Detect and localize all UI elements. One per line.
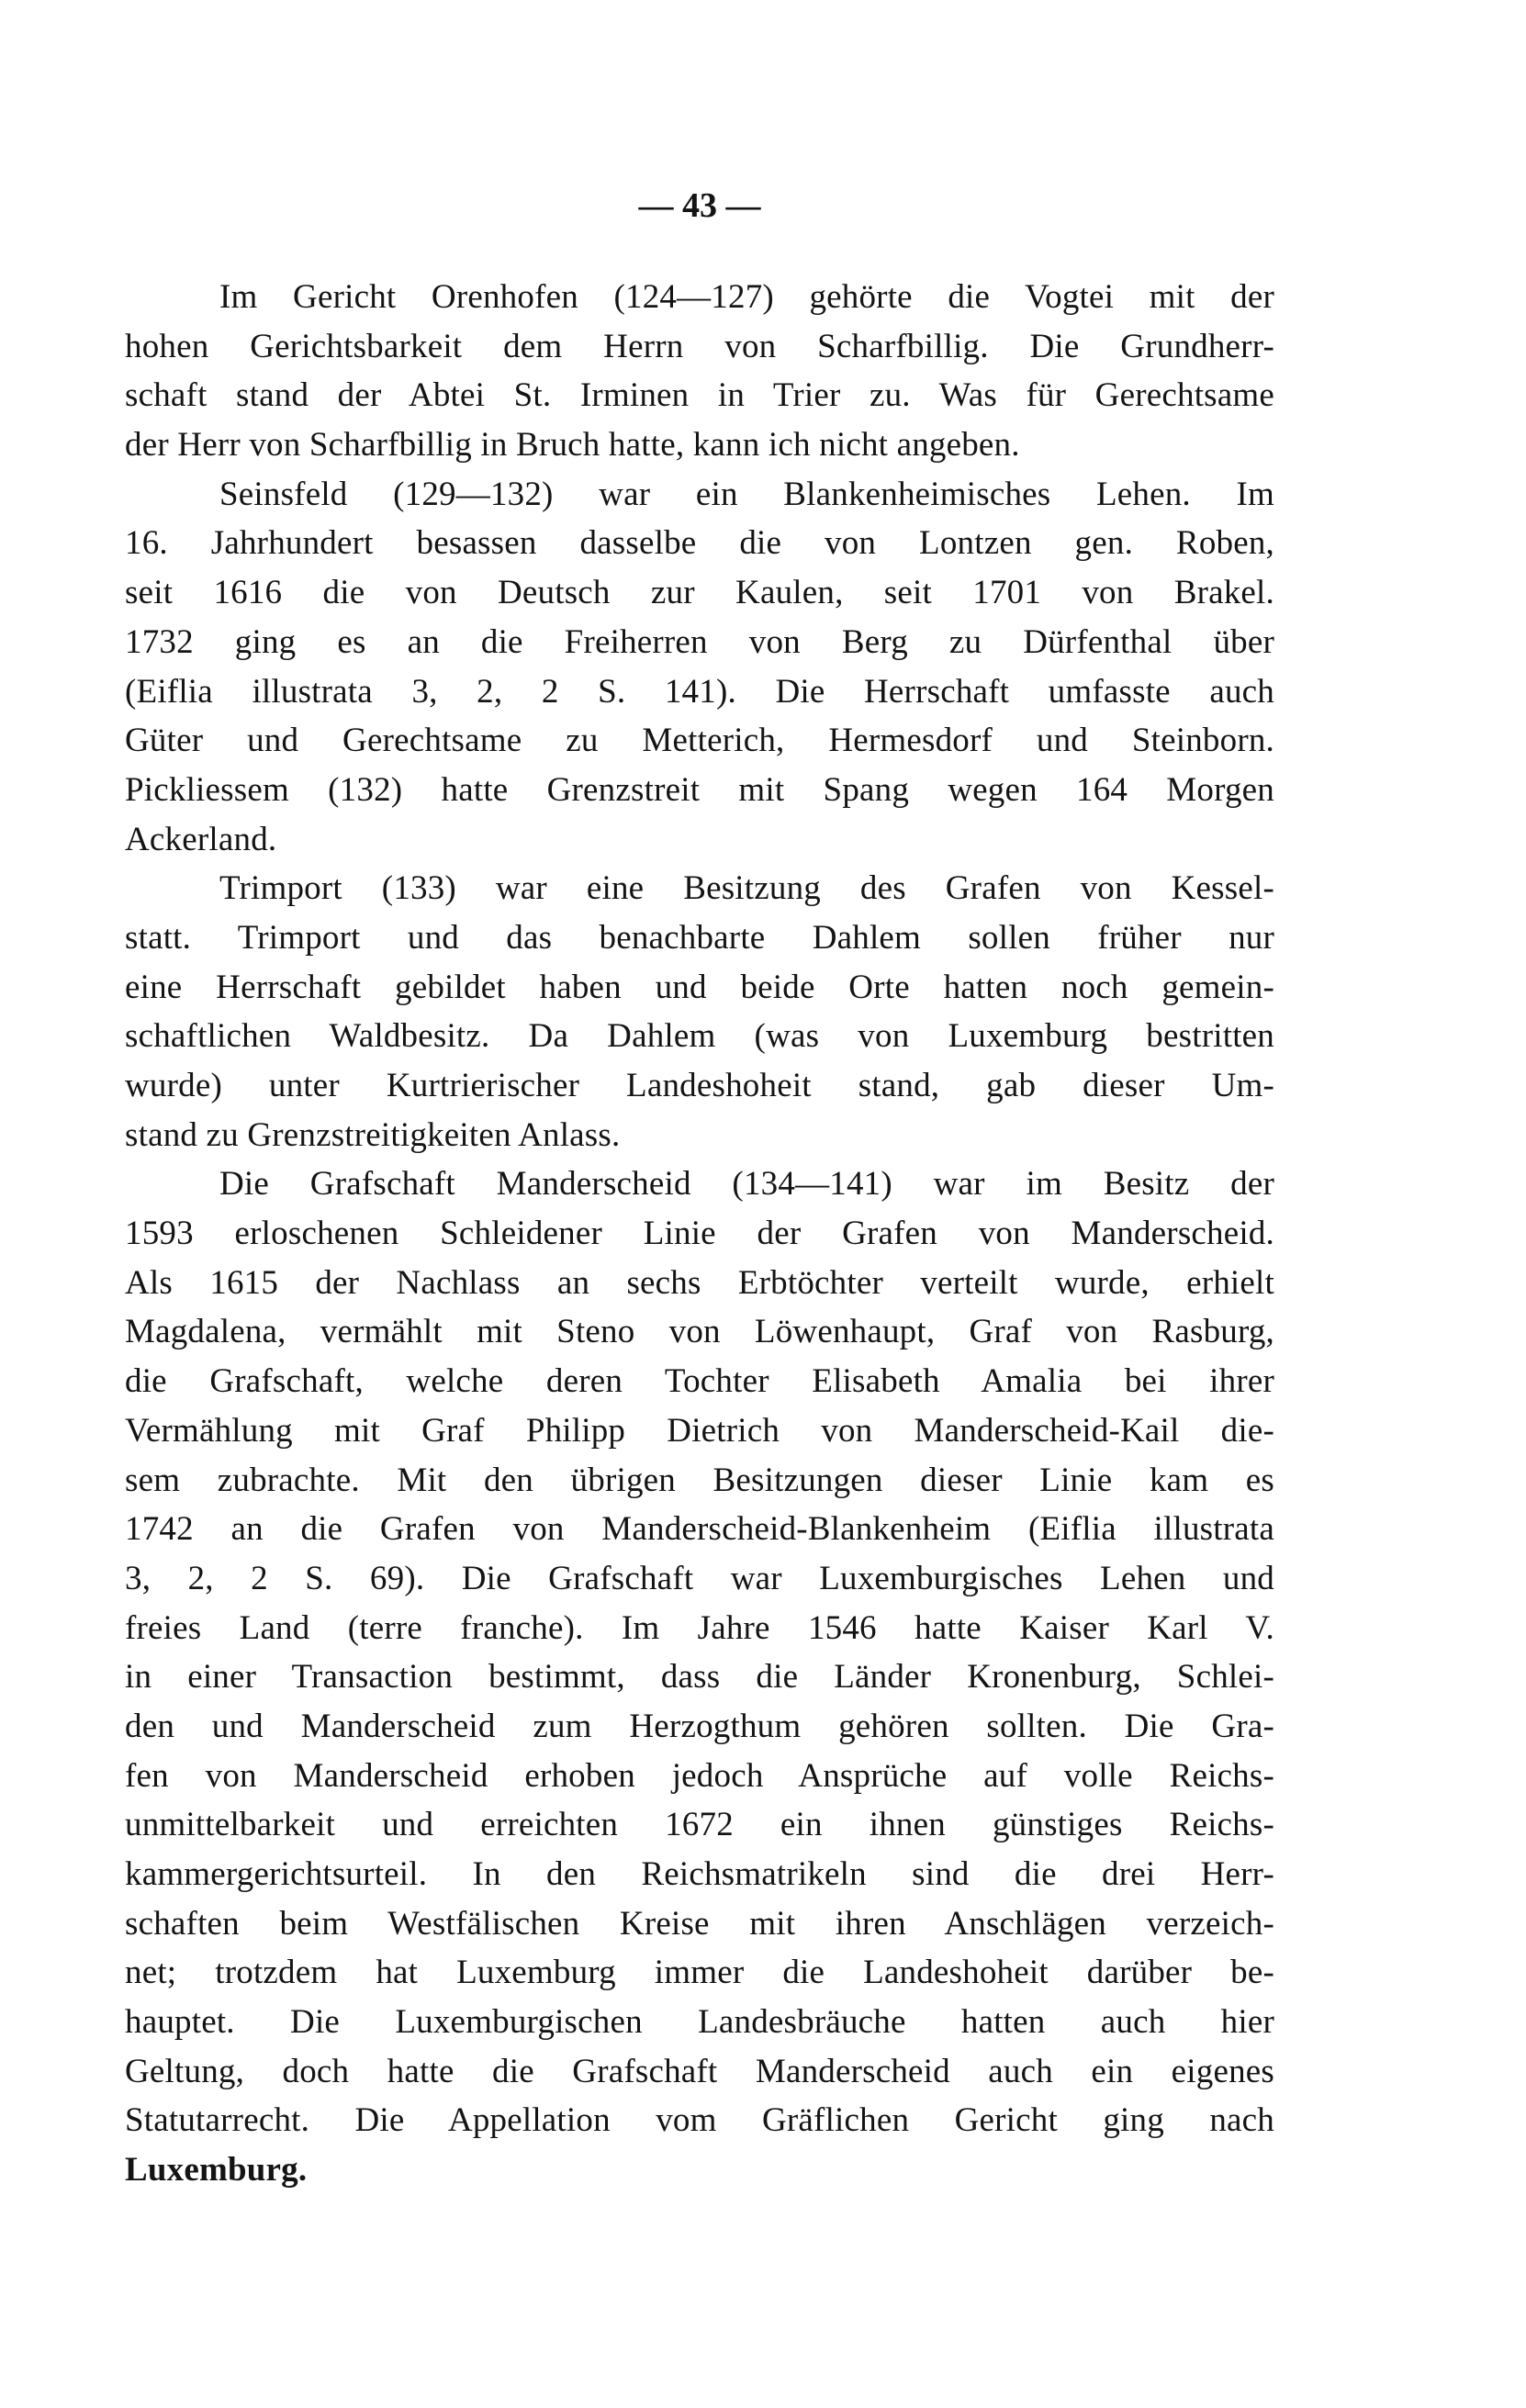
text-line: freies Land (terre franche). Im Jahre 1546 hatte Kaiser Karl V. bbox=[125, 1608, 1274, 1647]
text-line: die Grafschaft, welche deren Tochter Elisabeth Amalia bei ihrer bbox=[125, 1362, 1274, 1401]
text-line: Die Grafschaft Manderscheid (134—141) war im Besitz der bbox=[219, 1165, 1274, 1204]
body-text bbox=[125, 273, 1274, 2195]
text-line: Im Gericht Orenhofen (124—127) gehörte die Vogtei mit der bbox=[219, 278, 1274, 316]
text-line: hauptet. Die Luxemburgischen Landesbräuche hatten auch hier bbox=[125, 2003, 1274, 2042]
text-line: eine Herrschaft gebildet haben und beide Orte hatten noch gemein- bbox=[125, 968, 1274, 1006]
paragraph bbox=[125, 864, 1274, 1159]
text-line: den und Manderscheid zum Herzogthum gehören sollten. Die Gra- bbox=[125, 1707, 1274, 1745]
text-line: Magdalena, vermählt mit Steno von Löwenhaupt, Graf von Rasburg, bbox=[125, 1313, 1274, 1351]
text-line: stand zu Grenzstreitigkeiten Anlass. bbox=[125, 1115, 621, 1154]
text-line: statt. Trimport und das benachbarte Dahlem sollen früher nur bbox=[125, 918, 1274, 957]
text-line: fen von Manderscheid erhoben jedoch Ansprüche auf volle Reichs- bbox=[125, 1756, 1274, 1795]
text-line: Vermählung mit Graf Philipp Dietrich von Manderscheid-Kail die- bbox=[125, 1411, 1274, 1450]
text-line: 16. Jahrhundert besassen dasselbe die von Lontzen gen. Roben, bbox=[125, 524, 1274, 563]
text-line: 1593 erloschenen Schleidener Linie der Grafen von Manderscheid. bbox=[125, 1215, 1274, 1253]
paragraph bbox=[125, 273, 1274, 470]
text-line: Pickliessem (132) hatte Grenzstreit mit Spang wegen 164 Morgen bbox=[125, 770, 1274, 809]
text-line: unmittelbarkeit und erreichten 1672 ein ihnen günstiges Reichs- bbox=[125, 1806, 1274, 1844]
text-line: schaftlichen Waldbesitz. Da Dahlem (was von Luxemburg bestritten bbox=[125, 1017, 1274, 1056]
paragraph bbox=[125, 470, 1274, 865]
text-line: schaft stand der Abtei St. Irminen in Trier zu. Was für Gerechtsame bbox=[125, 376, 1274, 415]
text-line: Ackerland. bbox=[125, 820, 277, 858]
text-line: Seinsfeld (129—132) war ein Blankenheimisches Lehen. Im bbox=[219, 475, 1274, 513]
text-line: Statutarrecht. Die Appellation vom Gräflichen Gericht ging nach bbox=[125, 2101, 1274, 2140]
text-line: Trimport (133) war eine Besitzung des Grafen von Kessel- bbox=[219, 869, 1274, 908]
text-line: Geltung, doch hatte die Grafschaft Manderscheid auch ein eigenes bbox=[125, 2052, 1274, 2090]
text-line: Luxemburg. bbox=[125, 2151, 308, 2190]
text-line: 1732 ging es an die Freiherren von Berg zu Dürfenthal über bbox=[125, 622, 1274, 661]
text-line: schaften beim Westfälischen Kreise mit ihren Anschlägen verzeich- bbox=[125, 1904, 1274, 1943]
text-line: Als 1615 der Nachlass an sechs Erbtöchter verteilt wurde, erhielt bbox=[125, 1263, 1274, 1302]
paragraph bbox=[125, 1159, 1274, 2194]
text-line: 3, 2, 2 S. 69). Die Grafschaft war Luxemburgisches Lehen und bbox=[125, 1559, 1274, 1597]
text-line: (Eiflia illustrata 3, 2, 2 S. 141). Die Herrschaft umfasste auch bbox=[125, 672, 1274, 711]
text-line: Güter und Gerechtsame zu Metterich, Hermesdorf und Steinborn. bbox=[125, 722, 1274, 760]
text-line: net; trotzdem hat Luxemburg immer die Landeshoheit darüber be- bbox=[125, 1954, 1274, 1992]
page-number: — 43 — bbox=[638, 186, 761, 225]
text-line: hohen Gerichtsbarkeit dem Herrn von Scharfbillig. Die Grundherr- bbox=[125, 327, 1274, 365]
text-line: in einer Transaction bestimmt, dass die Länder Kronenburg, Schlei- bbox=[125, 1658, 1274, 1697]
text-line: seit 1616 die von Deutsch zur Kaulen, seit 1701 von Brakel. bbox=[125, 574, 1274, 612]
text-line: wurde) unter Kurtrierischer Landeshoheit stand, gab dieser Um- bbox=[125, 1067, 1274, 1104]
text-line: sem zubrachte. Mit den übrigen Besitzungen dieser Linie kam es bbox=[125, 1461, 1274, 1499]
text-line: 1742 an die Grafen von Manderscheid-Blankenheim (Eiflia illustrata bbox=[125, 1510, 1274, 1549]
text-line: kammergerichtsurteil. In den Reichsmatrikeln sind die drei Herr- bbox=[125, 1855, 1274, 1893]
text-line: der Herr von Scharfbillig in Bruch hatte, kann ich nicht angeben. bbox=[125, 426, 1020, 465]
